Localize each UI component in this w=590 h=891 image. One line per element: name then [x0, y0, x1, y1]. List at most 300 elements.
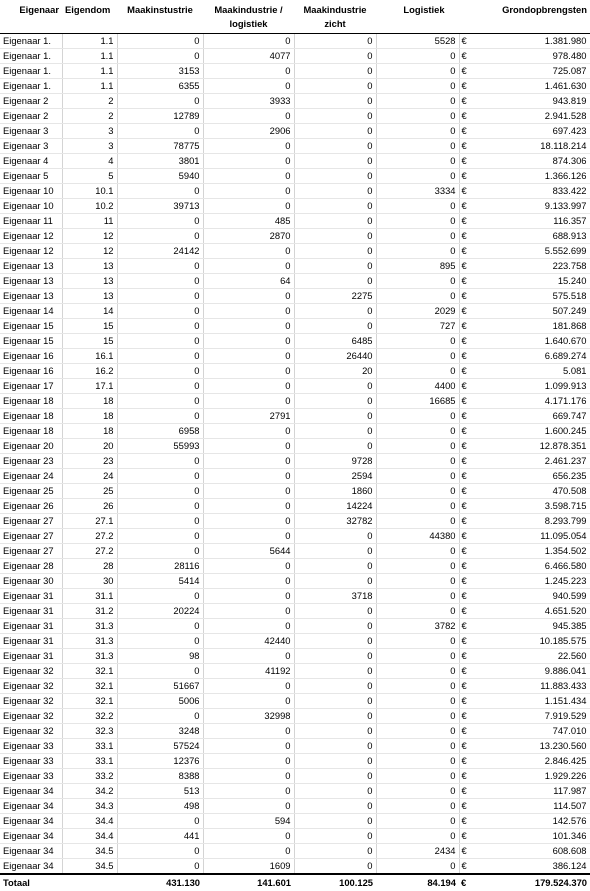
cell-maakindustrie-zicht: 0: [294, 244, 376, 259]
cell-logistiek: 0: [376, 154, 459, 169]
cell-eigenaar: Eigenaar 3: [0, 139, 62, 154]
table-row: [0, 274, 590, 289]
cell-maakinstustrie: 0: [117, 349, 203, 364]
cell-maakinstustrie: 0: [117, 469, 203, 484]
cell-maakindustrie-logistiek: 42440: [203, 634, 294, 649]
cell-currency: €: [459, 439, 472, 454]
table-row: [0, 859, 590, 875]
cell-maakindustrie-zicht: 0: [294, 424, 376, 439]
cell-eigenaar: Eigenaar 23: [0, 454, 62, 469]
cell-maakindustrie-zicht: 0: [294, 799, 376, 814]
cell-logistiek: 0: [376, 679, 459, 694]
cell-maakindustrie-zicht: 0: [294, 109, 376, 124]
cell-logistiek: 0: [376, 469, 459, 484]
cell-maakindustrie-logistiek: 5644: [203, 544, 294, 559]
cell-maakindustrie-zicht: 0: [294, 94, 376, 109]
cell-maakindustrie-zicht: 14224: [294, 499, 376, 514]
total-eigendom: [62, 874, 117, 891]
cell-currency: €: [459, 859, 472, 875]
cell-logistiek: 16685: [376, 394, 459, 409]
cell-currency: €: [459, 289, 472, 304]
cell-maakindustrie-logistiek: 32998: [203, 709, 294, 724]
cell-maakindustrie-zicht: 0: [294, 379, 376, 394]
cell-maakinstustrie: 0: [117, 229, 203, 244]
table-row: [0, 409, 590, 424]
table-row: [0, 559, 590, 574]
cell-currency: €: [459, 694, 472, 709]
cell-maakindustrie-zicht: 3718: [294, 589, 376, 604]
table-row: [0, 679, 590, 694]
table-row: [0, 574, 590, 589]
cell-maakindustrie-zicht: 1860: [294, 484, 376, 499]
cell-eigendom: 12: [62, 244, 117, 259]
cell-maakindustrie-logistiek: 0: [203, 454, 294, 469]
cell-logistiek: 0: [376, 229, 459, 244]
table-row: [0, 214, 590, 229]
cell-grondopbrengsten: 6.689.274: [472, 349, 590, 364]
cell-eigenaar: Eigenaar 15: [0, 334, 62, 349]
cell-maakinstustrie: 0: [117, 334, 203, 349]
cell-grondopbrengsten: 1.929.226: [472, 769, 590, 784]
cell-logistiek: 2434: [376, 844, 459, 859]
cell-eigendom: 3: [62, 139, 117, 154]
cell-logistiek: 0: [376, 79, 459, 94]
cell-grondopbrengsten: 6.466.580: [472, 559, 590, 574]
cell-currency: €: [459, 259, 472, 274]
cell-maakinstustrie: 0: [117, 94, 203, 109]
cell-grondopbrengsten: 697.423: [472, 124, 590, 139]
cell-eigenaar: Eigenaar 27: [0, 544, 62, 559]
cell-currency: €: [459, 664, 472, 679]
cell-grondopbrengsten: 945.385: [472, 619, 590, 634]
table-row: [0, 64, 590, 79]
cell-eigenaar: Eigenaar 12: [0, 229, 62, 244]
cell-maakinstustrie: 0: [117, 319, 203, 334]
cell-currency: €: [459, 679, 472, 694]
cell-maakindustrie-logistiek: 41192: [203, 664, 294, 679]
table-row: [0, 754, 590, 769]
cell-currency: €: [459, 499, 472, 514]
table-row: [0, 544, 590, 559]
cell-maakindustrie-zicht: 0: [294, 664, 376, 679]
cell-logistiek: 727: [376, 319, 459, 334]
cell-grondopbrengsten: 4.171.176: [472, 394, 590, 409]
cell-eigenaar: Eigenaar 1.: [0, 79, 62, 94]
cell-maakindustrie-zicht: 32782: [294, 514, 376, 529]
cell-maakindustrie-zicht: 0: [294, 784, 376, 799]
cell-grondopbrengsten: 833.422: [472, 184, 590, 199]
cell-maakinstustrie: 0: [117, 709, 203, 724]
cell-maakindustrie-zicht: 0: [294, 574, 376, 589]
cell-logistiek: 0: [376, 799, 459, 814]
cell-maakinstustrie: 78775: [117, 139, 203, 154]
cell-eigendom: 33.1: [62, 754, 117, 769]
cell-maakindustrie-zicht: 0: [294, 64, 376, 79]
cell-currency: €: [459, 184, 472, 199]
table-row: [0, 79, 590, 94]
cell-currency: €: [459, 109, 472, 124]
cell-eigendom: 25: [62, 484, 117, 499]
cell-eigenaar: Eigenaar 31: [0, 649, 62, 664]
cell-maakinstustrie: 51667: [117, 679, 203, 694]
cell-eigendom: 1.1: [62, 49, 117, 64]
cell-eigenaar: Eigenaar 31: [0, 619, 62, 634]
table-row: [0, 724, 590, 739]
cell-maakindustrie-zicht: 0: [294, 829, 376, 844]
cell-eigenaar: Eigenaar 24: [0, 469, 62, 484]
cell-maakindustrie-logistiek: 64: [203, 274, 294, 289]
cell-maakinstustrie: 0: [117, 274, 203, 289]
cell-maakindustrie-logistiek: 0: [203, 184, 294, 199]
cell-maakindustrie-zicht: 9728: [294, 454, 376, 469]
cell-eigenaar: Eigenaar 33: [0, 769, 62, 784]
cell-grondopbrengsten: 1.354.502: [472, 544, 590, 559]
total-grondopbrengsten: 179.524.370: [472, 874, 590, 891]
cell-eigendom: 10.1: [62, 184, 117, 199]
cell-eigendom: 17.1: [62, 379, 117, 394]
cell-currency: €: [459, 649, 472, 664]
cell-eigenaar: Eigenaar 12: [0, 244, 62, 259]
cell-eigendom: 34.2: [62, 784, 117, 799]
cell-grondopbrengsten: 13.230.560: [472, 739, 590, 754]
table-row: [0, 529, 590, 544]
cell-eigenaar: Eigenaar 26: [0, 499, 62, 514]
cell-grondopbrengsten: 1.366.126: [472, 169, 590, 184]
cell-maakindustrie-zicht: 0: [294, 214, 376, 229]
cell-logistiek: 0: [376, 139, 459, 154]
cell-maakindustrie-logistiek: 0: [203, 394, 294, 409]
cell-maakinstustrie: 0: [117, 619, 203, 634]
cell-eigenaar: Eigenaar 34: [0, 859, 62, 875]
cell-maakindustrie-zicht: 0: [294, 49, 376, 64]
cell-maakindustrie-logistiek: 0: [203, 844, 294, 859]
header-eigenaar: Eigenaar: [0, 0, 62, 34]
cell-eigendom: 4: [62, 154, 117, 169]
cell-logistiek: 0: [376, 814, 459, 829]
cell-logistiek: 0: [376, 499, 459, 514]
cell-currency: €: [459, 394, 472, 409]
cell-grondopbrengsten: 874.306: [472, 154, 590, 169]
cell-maakindustrie-logistiek: 0: [203, 559, 294, 574]
cell-logistiek: 0: [376, 424, 459, 439]
cell-logistiek: 5528: [376, 34, 459, 49]
cell-eigendom: 34.5: [62, 844, 117, 859]
cell-maakindustrie-zicht: 2594: [294, 469, 376, 484]
cell-maakindustrie-logistiek: 0: [203, 484, 294, 499]
cell-logistiek: 0: [376, 439, 459, 454]
cell-eigendom: 31.1: [62, 589, 117, 604]
cell-logistiek: 0: [376, 589, 459, 604]
cell-eigenaar: Eigenaar 27: [0, 529, 62, 544]
cell-maakindustrie-logistiek: 0: [203, 799, 294, 814]
table-row: [0, 784, 590, 799]
cell-grondopbrengsten: 8.293.799: [472, 514, 590, 529]
cell-grondopbrengsten: 10.185.575: [472, 634, 590, 649]
cell-logistiek: 0: [376, 604, 459, 619]
cell-maakindustrie-zicht: 0: [294, 844, 376, 859]
cell-maakindustrie-zicht: 0: [294, 769, 376, 784]
cell-maakindustrie-zicht: 0: [294, 319, 376, 334]
table-row: [0, 109, 590, 124]
cell-eigendom: 16.1: [62, 349, 117, 364]
cell-maakinstustrie: 0: [117, 124, 203, 139]
cell-grondopbrengsten: 1.600.245: [472, 424, 590, 439]
cell-grondopbrengsten: 608.608: [472, 844, 590, 859]
cell-currency: €: [459, 514, 472, 529]
table-row: [0, 199, 590, 214]
cell-maakindustrie-zicht: 0: [294, 724, 376, 739]
table-row: [0, 349, 590, 364]
cell-grondopbrengsten: 114.507: [472, 799, 590, 814]
cell-grondopbrengsten: 9.886.041: [472, 664, 590, 679]
cell-eigendom: 20: [62, 439, 117, 454]
cell-maakindustrie-logistiek: 0: [203, 589, 294, 604]
cell-maakindustrie-logistiek: 0: [203, 244, 294, 259]
cell-grondopbrengsten: 1.381.980: [472, 34, 590, 49]
cell-maakinstustrie: 98: [117, 649, 203, 664]
cell-logistiek: 0: [376, 739, 459, 754]
cell-maakinstustrie: 0: [117, 394, 203, 409]
cell-currency: €: [459, 364, 472, 379]
table-row: [0, 49, 590, 64]
cell-logistiek: 0: [376, 829, 459, 844]
cell-maakindustrie-logistiek: 0: [203, 769, 294, 784]
cell-eigenaar: Eigenaar 33: [0, 754, 62, 769]
cell-eigenaar: Eigenaar 30: [0, 574, 62, 589]
cell-maakindustrie-logistiek: 0: [203, 499, 294, 514]
cell-maakindustrie-logistiek: 0: [203, 829, 294, 844]
cell-logistiek: 0: [376, 754, 459, 769]
header-maakindustrie-logistiek: Maakindustrie / logistiek: [203, 0, 294, 34]
cell-currency: €: [459, 829, 472, 844]
cell-logistiek: 0: [376, 454, 459, 469]
cell-maakinstustrie: 0: [117, 544, 203, 559]
cell-eigendom: 15: [62, 334, 117, 349]
cell-currency: €: [459, 349, 472, 364]
cell-currency: €: [459, 229, 472, 244]
table-row: [0, 484, 590, 499]
cell-logistiek: 0: [376, 724, 459, 739]
table-row: [0, 814, 590, 829]
cell-maakindustrie-logistiek: 2791: [203, 409, 294, 424]
cell-eigenaar: Eigenaar 13: [0, 259, 62, 274]
cell-maakindustrie-logistiek: 0: [203, 679, 294, 694]
cell-maakinstustrie: 57524: [117, 739, 203, 754]
cell-currency: €: [459, 634, 472, 649]
cell-grondopbrengsten: 747.010: [472, 724, 590, 739]
cell-maakinstustrie: 0: [117, 529, 203, 544]
total-logistiek: 84.194: [376, 874, 459, 891]
cell-currency: €: [459, 769, 472, 784]
cell-maakindustrie-logistiek: 1609: [203, 859, 294, 875]
total-row: [0, 874, 590, 891]
cell-eigenaar: Eigenaar 5: [0, 169, 62, 184]
cell-maakindustrie-zicht: 0: [294, 154, 376, 169]
cell-maakinstustrie: 5940: [117, 169, 203, 184]
cell-maakindustrie-zicht: 0: [294, 559, 376, 574]
cell-maakinstustrie: 20224: [117, 604, 203, 619]
cell-logistiek: 0: [376, 484, 459, 499]
total-currency: €: [459, 874, 472, 891]
table-row: [0, 304, 590, 319]
cell-maakinstustrie: 28116: [117, 559, 203, 574]
cell-logistiek: 0: [376, 784, 459, 799]
cell-logistiek: 0: [376, 649, 459, 664]
cell-eigenaar: Eigenaar 34: [0, 799, 62, 814]
cell-currency: €: [459, 574, 472, 589]
cell-eigendom: 33.1: [62, 739, 117, 754]
cell-grondopbrengsten: 22.560: [472, 649, 590, 664]
table-row: [0, 739, 590, 754]
cell-eigendom: 13: [62, 259, 117, 274]
cell-grondopbrengsten: 3.598.715: [472, 499, 590, 514]
table-row: [0, 334, 590, 349]
cell-eigenaar: Eigenaar 34: [0, 784, 62, 799]
cell-maakinstustrie: 8388: [117, 769, 203, 784]
cell-maakindustrie-zicht: 0: [294, 274, 376, 289]
table-row: [0, 34, 590, 49]
cell-currency: €: [459, 334, 472, 349]
cell-grondopbrengsten: 11.095.054: [472, 529, 590, 544]
cell-grondopbrengsten: 725.087: [472, 64, 590, 79]
cell-maakindustrie-logistiek: 0: [203, 439, 294, 454]
table-row: [0, 184, 590, 199]
cell-grondopbrengsten: 575.518: [472, 289, 590, 304]
header-maakinstustrie: Maakinstustrie: [117, 0, 203, 34]
cell-grondopbrengsten: 1.151.434: [472, 694, 590, 709]
cell-logistiek: 0: [376, 334, 459, 349]
table-row: [0, 604, 590, 619]
cell-grondopbrengsten: 1.099.913: [472, 379, 590, 394]
cell-logistiek: 2029: [376, 304, 459, 319]
cell-grondopbrengsten: 943.819: [472, 94, 590, 109]
cell-eigenaar: Eigenaar 13: [0, 289, 62, 304]
cell-eigenaar: Eigenaar 15: [0, 319, 62, 334]
cell-logistiek: 0: [376, 634, 459, 649]
cell-eigenaar: Eigenaar 32: [0, 724, 62, 739]
cell-grondopbrengsten: 2.461.237: [472, 454, 590, 469]
cell-grondopbrengsten: 470.508: [472, 484, 590, 499]
cell-grondopbrengsten: 142.576: [472, 814, 590, 829]
total-maakindustrie-logistiek: 141.601: [203, 874, 294, 891]
cell-maakindustrie-zicht: 0: [294, 709, 376, 724]
cell-maakindustrie-zicht: 0: [294, 409, 376, 424]
cell-eigenaar: Eigenaar 2: [0, 109, 62, 124]
cell-maakindustrie-zicht: 0: [294, 619, 376, 634]
cell-maakindustrie-zicht: 0: [294, 634, 376, 649]
cell-currency: €: [459, 79, 472, 94]
table-row: [0, 424, 590, 439]
total-maakindustrie-zicht: 100.125: [294, 874, 376, 891]
cell-maakindustrie-logistiek: 485: [203, 214, 294, 229]
cell-eigendom: 15: [62, 319, 117, 334]
cell-eigendom: 24: [62, 469, 117, 484]
cell-eigenaar: Eigenaar 13: [0, 274, 62, 289]
table-row: [0, 229, 590, 244]
cell-eigenaar: Eigenaar 25: [0, 484, 62, 499]
cell-currency: €: [459, 49, 472, 64]
header-eigendom: Eigendom: [62, 0, 117, 34]
table-row: [0, 244, 590, 259]
total-label: Totaal: [0, 874, 62, 891]
cell-maakindustrie-zicht: 20: [294, 364, 376, 379]
table-row: [0, 364, 590, 379]
cell-grondopbrengsten: 116.357: [472, 214, 590, 229]
cell-eigendom: 16.2: [62, 364, 117, 379]
cell-maakinstustrie: 0: [117, 514, 203, 529]
table-row: [0, 769, 590, 784]
cell-maakinstustrie: 39713: [117, 199, 203, 214]
cell-eigenaar: Eigenaar 3: [0, 124, 62, 139]
cell-currency: €: [459, 199, 472, 214]
header-maakindustrie-zicht: Maakindustrie zicht: [294, 0, 376, 34]
cell-eigendom: 32.1: [62, 664, 117, 679]
cell-currency: €: [459, 739, 472, 754]
cell-currency: €: [459, 379, 472, 394]
total-maakinstustrie: 431.130: [117, 874, 203, 891]
cell-currency: €: [459, 544, 472, 559]
cell-logistiek: 0: [376, 244, 459, 259]
cell-currency: €: [459, 619, 472, 634]
cell-maakinstustrie: 5006: [117, 694, 203, 709]
cell-eigenaar: Eigenaar 18: [0, 409, 62, 424]
cell-eigenaar: Eigenaar 32: [0, 679, 62, 694]
cell-eigenaar: Eigenaar 1.: [0, 49, 62, 64]
cell-eigendom: 18: [62, 424, 117, 439]
cell-logistiek: 0: [376, 49, 459, 64]
cell-eigenaar: Eigenaar 17: [0, 379, 62, 394]
table-row: [0, 514, 590, 529]
cell-eigenaar: Eigenaar 10: [0, 199, 62, 214]
cell-maakindustrie-logistiek: 0: [203, 784, 294, 799]
cell-maakindustrie-logistiek: 0: [203, 364, 294, 379]
cell-maakindustrie-zicht: 0: [294, 229, 376, 244]
table-row: [0, 169, 590, 184]
cell-currency: €: [459, 814, 472, 829]
cell-currency: €: [459, 169, 472, 184]
table-row: [0, 649, 590, 664]
table-row: [0, 319, 590, 334]
cell-grondopbrengsten: 18.118.214: [472, 139, 590, 154]
cell-maakinstustrie: 498: [117, 799, 203, 814]
table-row: [0, 844, 590, 859]
cell-logistiek: 0: [376, 559, 459, 574]
cell-eigendom: 34.5: [62, 859, 117, 875]
cell-logistiek: 44380: [376, 529, 459, 544]
cell-maakindustrie-zicht: 0: [294, 754, 376, 769]
cell-logistiek: 0: [376, 769, 459, 784]
cell-logistiek: 4400: [376, 379, 459, 394]
cell-eigendom: 5: [62, 169, 117, 184]
cell-eigenaar: Eigenaar 34: [0, 829, 62, 844]
cell-maakinstustrie: 55993: [117, 439, 203, 454]
cell-grondopbrengsten: 4.651.520: [472, 604, 590, 619]
cell-maakindustrie-logistiek: 0: [203, 529, 294, 544]
cell-eigendom: 11: [62, 214, 117, 229]
cell-eigenaar: Eigenaar 20: [0, 439, 62, 454]
cell-eigendom: 32.3: [62, 724, 117, 739]
cell-grondopbrengsten: 386.124: [472, 859, 590, 875]
table-row: [0, 154, 590, 169]
table-row: [0, 634, 590, 649]
cell-maakindustrie-logistiek: 0: [203, 619, 294, 634]
cell-eigenaar: Eigenaar 34: [0, 844, 62, 859]
table-row: [0, 394, 590, 409]
cell-eigendom: 18: [62, 394, 117, 409]
cell-currency: €: [459, 604, 472, 619]
cell-grondopbrengsten: 940.599: [472, 589, 590, 604]
cell-logistiek: 0: [376, 514, 459, 529]
